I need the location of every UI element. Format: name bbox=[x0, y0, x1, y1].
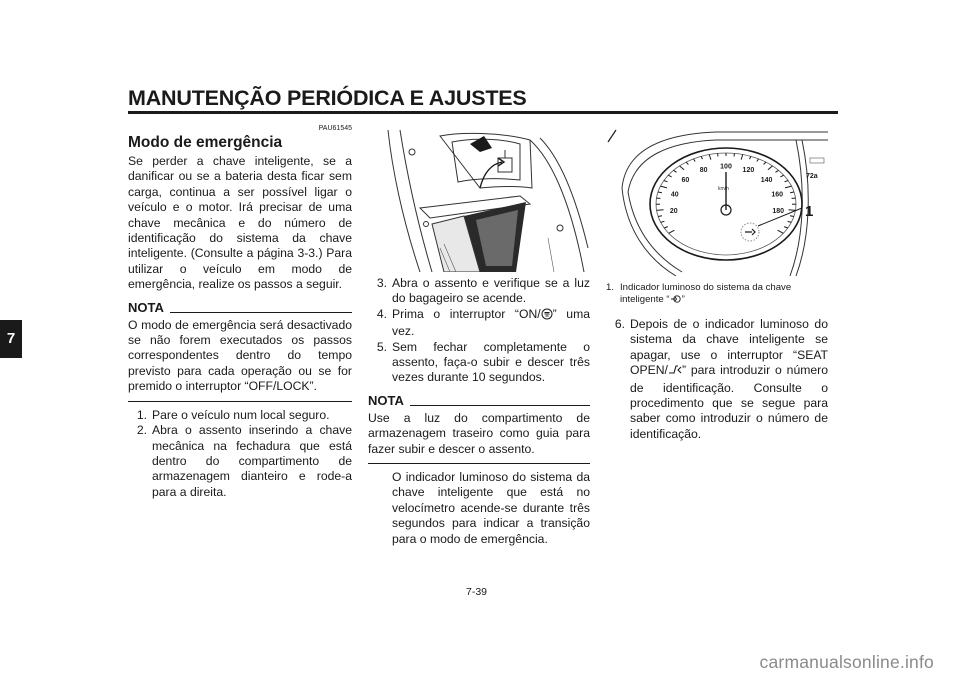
speed-unit-label: km/h bbox=[718, 186, 729, 192]
section-title: Modo de emergência bbox=[128, 134, 283, 151]
speed-tick bbox=[764, 162, 766, 164]
step-text-after: ” para introduzir o número de identificação. Consulte o procedimento que se segue para saber como introduzir o número de identificação. bbox=[630, 363, 828, 441]
step-text-before: Prima o interruptor “ON/ bbox=[392, 306, 541, 321]
nota-heading bbox=[368, 393, 590, 409]
step-item bbox=[128, 423, 352, 500]
speed-tick-label: 140 bbox=[760, 177, 773, 185]
caption-number: 1. bbox=[606, 282, 615, 293]
speed-tick-label: 120 bbox=[742, 167, 755, 175]
step-item bbox=[368, 307, 590, 340]
step-number: 3. bbox=[376, 276, 387, 290]
step-number: 5. bbox=[376, 339, 387, 354]
step-number: 1. bbox=[136, 407, 147, 422]
caption-text-after: ” bbox=[681, 293, 685, 305]
nota-end-rule bbox=[128, 401, 352, 402]
speed-tick bbox=[785, 186, 792, 188]
speed-tick-label: 40 bbox=[670, 191, 679, 199]
step-text: Abra o assento e verifique se a luz do bagageiro se acende. bbox=[392, 276, 590, 306]
speed-tick bbox=[757, 159, 759, 162]
step-text bbox=[392, 307, 590, 340]
speed-tick bbox=[658, 216, 662, 217]
speed-tick bbox=[686, 162, 688, 164]
speed-tick bbox=[776, 170, 779, 172]
seat-storage-illustration bbox=[380, 128, 590, 272]
step-item bbox=[368, 276, 590, 307]
step-item bbox=[128, 408, 352, 423]
speed-tick bbox=[785, 181, 789, 182]
page-header-title: MANUTENÇÃO PERIÓDICA E AJUSTES bbox=[128, 86, 527, 110]
step-number: 2. bbox=[136, 423, 147, 438]
switch-icon bbox=[541, 308, 553, 324]
section-code: PAU61545 bbox=[318, 125, 352, 132]
nota-heading bbox=[128, 300, 352, 316]
speed-tick bbox=[709, 155, 711, 160]
column-3 bbox=[606, 282, 828, 442]
speed-tick bbox=[693, 159, 695, 162]
intro-paragraph: Se perder a chave inteligente, se a danificar ou se a bateria desta ficar sem carga, continua a ser possível ligar o veículo e o motor. Irá precisar de uma chave mecânica e do número de identificação do sistema da chave inteligente. (Consulte a página 3-3.) Para utilizar o veículo em modo de emergência, realize os passos a seguir. bbox=[128, 154, 352, 292]
chapter-tab: 7 bbox=[0, 320, 22, 358]
speed-tick bbox=[789, 210, 796, 211]
step-text bbox=[630, 317, 828, 442]
speed-tick bbox=[780, 175, 783, 177]
speed-tick bbox=[657, 210, 664, 211]
column-1 bbox=[128, 125, 352, 500]
header-rule bbox=[128, 111, 838, 114]
indicator-paragraph: O indicador luminoso do sistema da chave inteligente que está no velocímetro acende-se durante três segundos para indicar a transição para o modo de emergência. bbox=[392, 470, 590, 546]
speed-tick bbox=[674, 170, 677, 172]
figure-label: 72a bbox=[806, 173, 818, 180]
speed-tick-label: 160 bbox=[771, 191, 784, 199]
speed-tick bbox=[668, 175, 671, 177]
smart-key-icon bbox=[670, 294, 682, 308]
smart-key-indicator-icon bbox=[741, 223, 759, 241]
nota-label: NOTA bbox=[128, 299, 164, 315]
speed-tick bbox=[661, 221, 665, 222]
caption-text bbox=[620, 282, 828, 307]
speed-tick bbox=[661, 186, 668, 188]
speed-tick bbox=[734, 153, 735, 156]
step-text: Pare o veículo num local seguro. bbox=[152, 407, 330, 422]
speed-tick-label: 20 bbox=[669, 208, 678, 216]
watermark: carmanualsonline.info bbox=[759, 652, 934, 672]
step-text: Abra o assento inserindo a chave mecânica na fechadura que está dentro do compartimento de armazenagem dianteiro e rode-a para a direita. bbox=[152, 423, 352, 499]
speed-tick bbox=[750, 156, 751, 159]
speed-tick bbox=[701, 156, 702, 159]
speed-tick bbox=[788, 221, 792, 222]
speed-tick bbox=[664, 181, 668, 182]
nota-rule bbox=[170, 312, 352, 313]
speed-tick-label: 80 bbox=[699, 167, 708, 175]
speedometer-illustration bbox=[606, 128, 828, 276]
speed-tick bbox=[790, 216, 794, 217]
speed-tick bbox=[768, 166, 773, 170]
nota-end-rule bbox=[368, 463, 590, 464]
page-number: 7-39 bbox=[466, 586, 488, 598]
nota-text: O modo de emergência será desactivado se não forem executados os passos correspondentes dentro do tempo previsto para cada operação ou se for premido o interruptor “OFF/LOCK”. bbox=[128, 317, 352, 394]
speed-tick bbox=[680, 166, 685, 170]
figure-caption bbox=[606, 282, 828, 307]
step-text-after: ” uma vez. bbox=[392, 306, 590, 339]
step-text: Sem fechar completamente o assento, faça-o subir e descer três vezes durante 10 segundos. bbox=[392, 339, 590, 385]
column-2 bbox=[368, 276, 590, 547]
speed-tick bbox=[778, 230, 784, 233]
step-item bbox=[606, 317, 828, 442]
step-number: 4. bbox=[376, 306, 387, 321]
speed-tick bbox=[741, 155, 743, 160]
speed-tick-label: 60 bbox=[681, 177, 690, 185]
step-item bbox=[368, 340, 590, 386]
nota-text: Use a luz do compartimento de armazenagem traseiro como guia para fazer subir e descer o assento. bbox=[368, 410, 590, 456]
seat-open-switch-icon bbox=[668, 364, 682, 380]
speed-tick bbox=[784, 227, 788, 228]
speed-tick-label: 100 bbox=[720, 163, 732, 171]
speed-tick bbox=[718, 153, 719, 156]
speed-tick bbox=[790, 192, 794, 193]
speed-tick bbox=[658, 192, 662, 193]
speed-tick bbox=[669, 230, 675, 233]
step-number: 6. bbox=[614, 317, 625, 331]
speed-tick bbox=[664, 227, 668, 228]
callout-number: 1 bbox=[805, 203, 814, 220]
step-text-before: Depois de o indicador luminoso do sistema da chave inteligente se apagar, use o interruptor “SEAT OPEN/ bbox=[630, 317, 828, 378]
nota-label: NOTA bbox=[368, 392, 404, 408]
speed-tick-label: 180 bbox=[772, 208, 785, 216]
nota-rule bbox=[410, 405, 590, 406]
caption-text-before: Indicador luminoso do sistema da chave inteligente “ bbox=[620, 282, 792, 305]
